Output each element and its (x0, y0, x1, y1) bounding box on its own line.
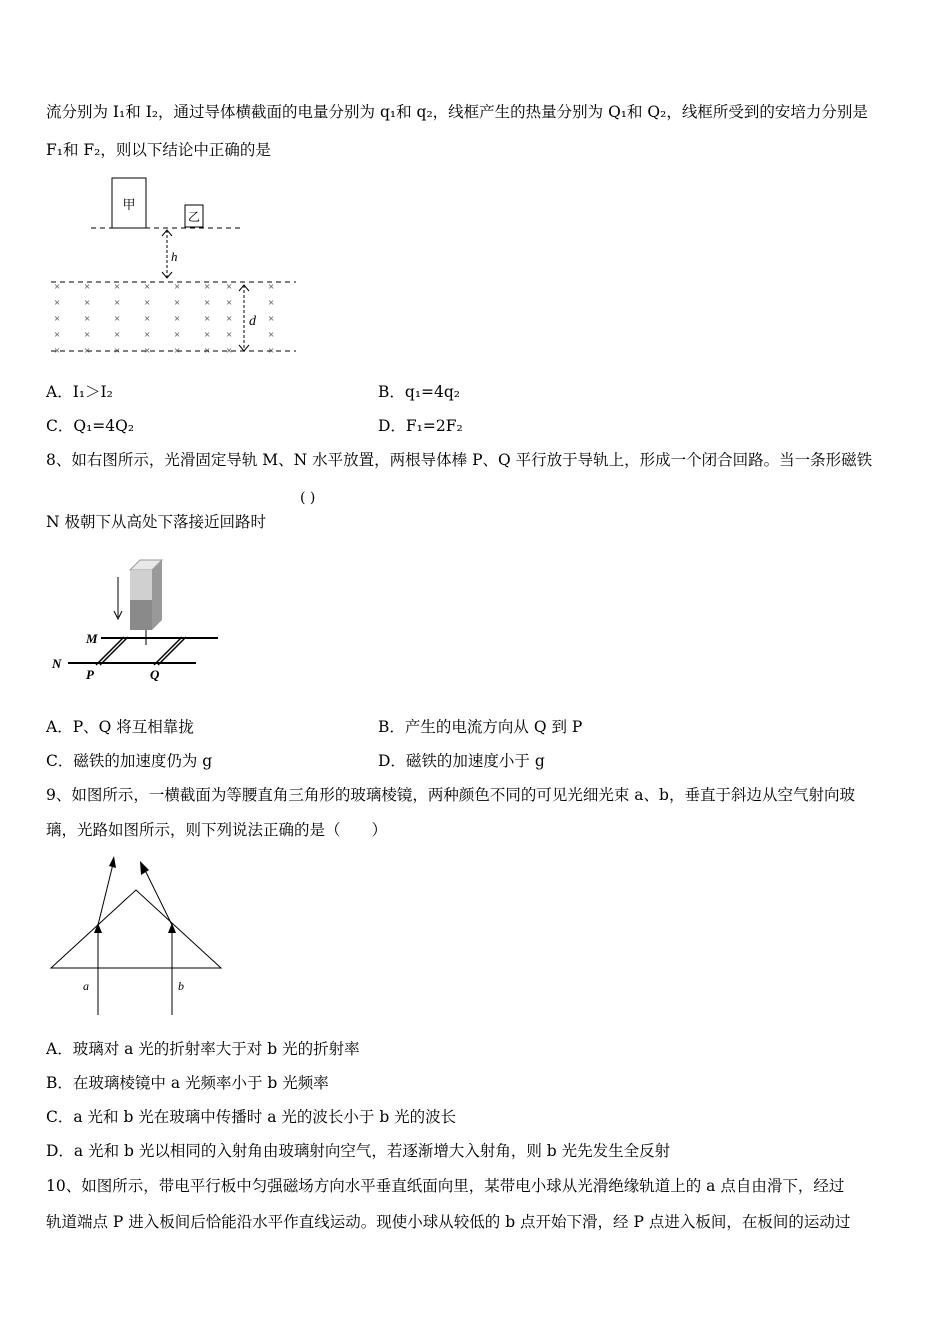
q9-option-d[interactable]: D．a 光和 b 光以相同的入射角由玻璃射向空气，若逐渐增大入射角，则 b 光先发生全反射 (46, 1142, 671, 1160)
q7-option-a[interactable]: A．I₁＞I₂ (46, 383, 113, 401)
field-cross-mark: × (144, 345, 151, 357)
label-b: b (178, 979, 184, 993)
field-cross-mark: × (54, 345, 61, 357)
field-cross-mark: × (84, 313, 91, 325)
label-h: h (171, 249, 178, 264)
field-cross-mark: × (114, 297, 121, 309)
q8-figure-magnet-rails (46, 555, 226, 690)
label-N: N (52, 656, 62, 671)
field-cross-mark: × (84, 281, 91, 293)
label-d: d (249, 314, 256, 329)
field-cross-mark: × (84, 345, 91, 357)
q7-figure-magnetic-field (46, 175, 306, 360)
field-cross-mark: × (268, 281, 275, 293)
field-cross-mark: × (204, 329, 211, 341)
field-cross-mark: × (114, 329, 121, 341)
field-cross-mark: × (174, 297, 181, 309)
field-cross-mark: × (226, 313, 233, 325)
q7-text-line1: 流分别为 I₁和 I₂，通过导体横截面的电量分别为 q₁和 q₂，线框产生的热量分别为 Q₁和 Q₂，线框所受到的安培力分别是 (46, 103, 868, 121)
q9-text-line2: 璃，光路如图所示，则下列说法正确的是（ ） (46, 821, 388, 839)
label-Q: Q (150, 667, 160, 682)
field-cross-mark: × (114, 345, 121, 357)
label-M: M (86, 631, 98, 646)
field-cross-mark: × (54, 329, 61, 341)
field-cross-mark: × (268, 345, 275, 357)
field-cross-mark: × (84, 297, 91, 309)
field-cross-mark: × (204, 281, 211, 293)
label-P: P (86, 667, 94, 682)
q8-option-b[interactable]: B．产生的电流方向从 Q 到 P (378, 718, 583, 736)
field-cross-mark: × (84, 329, 91, 341)
field-cross-mark: × (174, 281, 181, 293)
field-cross-mark: × (144, 313, 151, 325)
q9-option-a[interactable]: A．玻璃对 a 光的折射率大于对 b 光的折射率 (46, 1040, 360, 1058)
field-cross-mark: × (268, 297, 275, 309)
q9-figure-prism (46, 850, 226, 1020)
q8-option-a[interactable]: A．P、Q 将互相靠拢 (46, 718, 194, 736)
q9-option-b[interactable]: B．在玻璃棱镜中 a 光频率小于 b 光频率 (46, 1074, 329, 1092)
field-cross-mark: × (144, 329, 151, 341)
field-cross-mark: × (174, 313, 181, 325)
field-cross-mark: × (268, 313, 275, 325)
label-jia: 甲 (122, 197, 136, 212)
q8-text-line1: 8、如右图所示，光滑固定导轨 M、N 水平放置，两根导体棒 P、Q 平行放于导轨上，形成一个闭合回路。当一条形磁铁 (46, 451, 873, 469)
field-cross-mark: × (174, 345, 181, 357)
q7-option-d[interactable]: D．F₁=2F₂ (378, 417, 463, 435)
q8-text-line2: N 极朝下从高处下落接近回路时 (46, 513, 266, 531)
q7-text-line2: F₁和 F₂，则以下结论中正确的是 (46, 141, 271, 159)
field-cross-mark: × (204, 297, 211, 309)
q10-text-line1: 10、如图所示，带电平行板中匀强磁场方向水平垂直纸面向里，某带电小球从光滑绝缘轨道上的 a 点自由滑下，经过 (46, 1177, 845, 1195)
field-cross-mark: × (226, 281, 233, 293)
field-cross-mark: × (226, 329, 233, 341)
field-cross-mark: × (54, 297, 61, 309)
field-cross-mark: × (114, 281, 121, 293)
field-cross-mark: × (114, 313, 121, 325)
field-cross-mark: × (144, 297, 151, 309)
label-a: a (83, 979, 89, 993)
q8-option-c[interactable]: C．磁铁的加速度仍为 g (46, 752, 213, 770)
q10-text-line2: 轨道端点 P 进入板间后恰能沿水平作直线运动。现使小球从较低的 b 点开始下滑，经 P 点进入板间，在板间的运动过 (46, 1213, 851, 1231)
q9-text-line1: 9、如图所示，一横截面为等腰直角三角形的玻璃棱镜，两种颜色不同的可见光细光束 a、b，垂直于斜边从空气射向玻 (46, 786, 855, 804)
field-cross-mark: × (144, 281, 151, 293)
q7-option-b[interactable]: B．q₁=4q₂ (378, 383, 461, 401)
q8-option-d[interactable]: D．磁铁的加速度小于 g (378, 752, 545, 770)
q8-answer-bracket: ( ) (300, 490, 316, 506)
field-cross-mark: × (226, 345, 233, 357)
q9-option-c[interactable]: C．a 光和 b 光在玻璃中传播时 a 光的波长小于 b 光的波长 (46, 1108, 457, 1126)
q7-option-c[interactable]: C．Q₁=4Q₂ (46, 417, 135, 435)
field-cross-mark: × (204, 313, 211, 325)
field-cross-mark: × (54, 281, 61, 293)
field-cross-mark: × (174, 329, 181, 341)
label-yi: 乙 (187, 210, 201, 224)
field-cross-mark: × (226, 297, 233, 309)
field-cross-mark: × (268, 329, 275, 341)
field-cross-mark: × (204, 345, 211, 357)
field-cross-mark: × (54, 313, 61, 325)
